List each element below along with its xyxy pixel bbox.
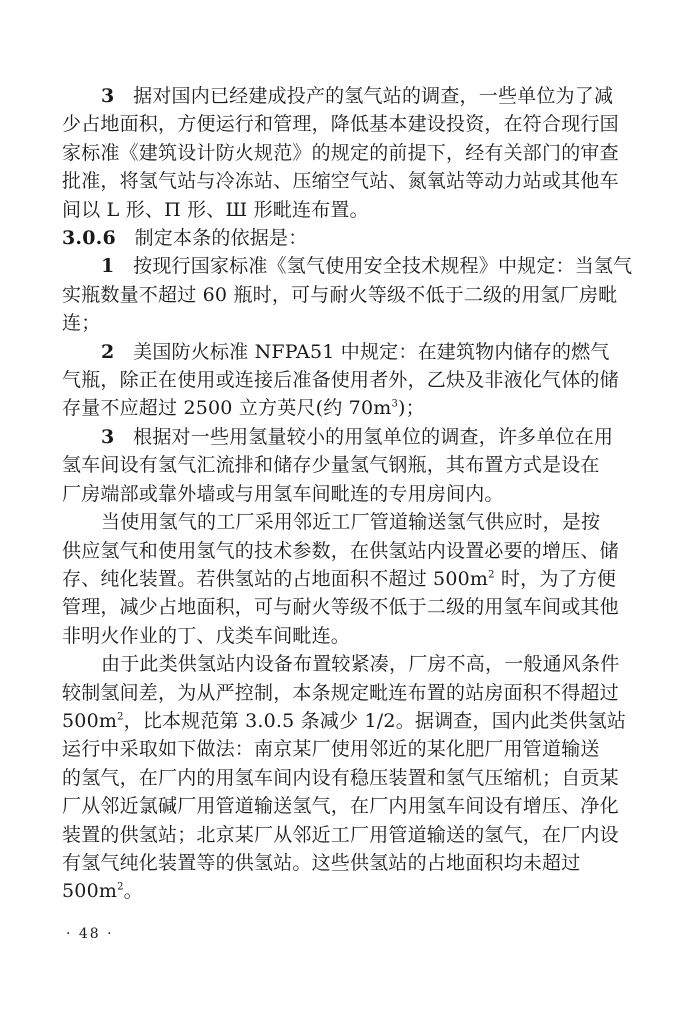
text-line: 装置的供氢站；北京某厂从邻近工厂用管道输送的氢气，在厂内设 [62, 823, 619, 846]
text-line [62, 252, 633, 280]
superscript: 2 [117, 882, 124, 894]
text-line: 非明火作业的丁、戊类车间毗连。 [62, 624, 351, 647]
text-line: 家标准《建筑设计防火规范》的规定的前提下，经有关部门的审查 [62, 141, 619, 164]
text-line [62, 82, 622, 110]
text-line: 批准，将氢气站与冷冻站、压缩空气站、氮氧站等动力站或其他车 [62, 170, 619, 193]
section-heading [62, 224, 622, 252]
item-number: 3 [101, 425, 115, 448]
text-span: 。 [123, 880, 143, 903]
text-line: 有氢气纯化装置等的供氢站。这些供氢站的占地面积均未超过 [62, 851, 581, 874]
text-line: 由于此类供氢站内设备布置较紧凑，厂房不高，一般通风条件 [101, 653, 620, 676]
section-number: 3.0.6 [62, 227, 116, 250]
text-span: 存量不应超过 2500 立方英尺(约 70m [62, 397, 392, 420]
text-line [62, 565, 622, 593]
text-line [62, 423, 622, 451]
text-line [62, 877, 622, 905]
text-line: 厂房端部或靠外墙或与用氢车间毗连的专用房间内。 [62, 482, 504, 505]
text-line: 较制氢间差，为从严控制，本条规定毗连布置的站房面积不得超过 [62, 681, 619, 704]
text-line: 间以 L 形、Π 形、Ш 形毗连布置。 [62, 198, 369, 221]
page-number: · 48 · [66, 926, 114, 942]
text-line [62, 394, 622, 422]
text-span: 按现行国家标准《氢气使用安全技术规程》中规定：当氢气 [133, 255, 633, 278]
text-span: 500m [62, 880, 118, 903]
text-line: 实瓶数量不超过 60 瓶时，可与耐火等级不低于二级的用氢厂房毗 [62, 283, 618, 306]
text-line: 气瓶，除正在使用或连接后准备使用者外，乙炔及非液化气体的储 [62, 369, 619, 392]
item-number: 1 [101, 255, 115, 278]
text-line [62, 707, 627, 735]
text-span: 时，为了方便 [494, 567, 617, 590]
text-span: 存、纯化装置。若供氢站的占地面积不超过 500m [62, 567, 489, 590]
text-line: 少占地面积，方便运行和管理，降低基本建设投资，在符合现行国 [62, 113, 619, 136]
superscript: 2 [488, 569, 495, 581]
text-span: 制定本条的依据是： [134, 227, 308, 250]
item-number: 2 [101, 340, 115, 363]
text-span: ，比本规范第 3.0.5 条减少 1/2。据调查，国内此类供氢站 [123, 709, 627, 732]
text-line: 厂从邻近氯碱厂用管道输送氢气，在厂内用氢车间设有增压、净化 [62, 795, 619, 818]
text-span: 美国防火标准 NFPA51 中规定：在建筑物内储存的燃气 [133, 340, 610, 363]
text-line: 连； [62, 312, 101, 335]
text-span: 根据对一些用氢量较小的用氢单位的调查，许多单位在用 [133, 425, 614, 448]
text-line: 供应氢气和使用氢气的技术参数，在供氢站内设置必要的增压、储 [62, 539, 619, 562]
text-line: 当使用氢气的工厂采用邻近工厂管道输送氢气供应时，是按 [101, 511, 601, 534]
superscript: 2 [117, 711, 124, 723]
text-line: 的氢气，在厂内的用氢车间内设有稳压装置和氢气压缩机；自贡某 [62, 766, 619, 789]
text-line: 管理，减少占地面积，可与耐火等级不低于二级的用氢车间或其他 [62, 596, 619, 619]
text-line: 氢车间设有氢气汇流排和储存少量氢气钢瓶，其布置方式是设在 [62, 454, 600, 477]
text-span: 据对国内已经建成投产的氢气站的调查，一些单位为了减 [133, 85, 614, 107]
superscript: 3 [391, 399, 399, 411]
text-span: 500m [62, 709, 118, 732]
item-number: 3 [101, 85, 115, 107]
text-span: )； [398, 397, 425, 420]
text-line: 运行中采取如下做法：南京某厂使用邻近的某化肥厂用管道输送 [62, 738, 600, 761]
text-line [62, 338, 622, 366]
page-body [62, 82, 633, 906]
